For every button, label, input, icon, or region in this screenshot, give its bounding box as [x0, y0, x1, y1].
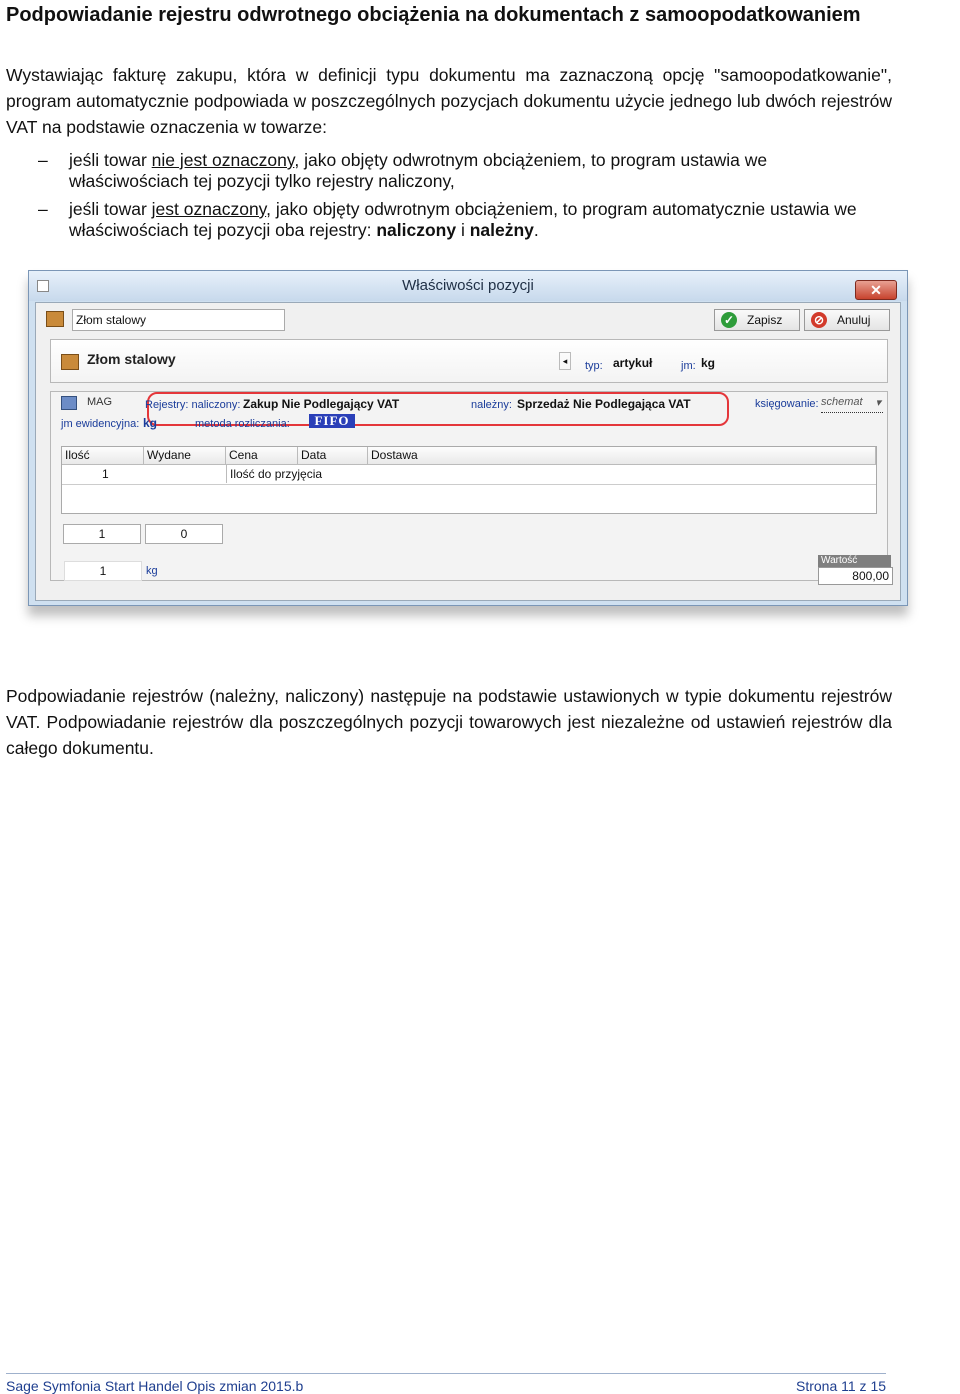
chevron-down-icon: ▾ — [875, 397, 881, 409]
cancel-icon: ⊘ — [811, 312, 827, 328]
scroll-left-icon[interactable]: ◂ — [559, 352, 571, 370]
deliveries-table — [61, 446, 877, 514]
jm-ewidencyjna-label: jm ewidencyjna: — [61, 418, 140, 430]
ksiegowanie-value: schemat — [821, 396, 863, 408]
issued-field[interactable]: 0 — [145, 524, 223, 544]
bold-naliczony: naliczony — [376, 220, 457, 240]
ksiegowanie-select[interactable] — [821, 396, 883, 413]
jm-ewidencyjna-value: kg — [143, 416, 158, 430]
footer-page-number: Strona 11 z 15 — [796, 1378, 887, 1394]
underlined-text: jest oznaczony — [151, 199, 267, 219]
column-header[interactable]: Wydane — [144, 447, 226, 465]
warehouse-icon — [61, 396, 77, 410]
column-header[interactable]: Ilość — [62, 447, 144, 465]
column-header[interactable]: Dostawa — [368, 447, 876, 465]
cancel-label: Anuluj — [837, 313, 871, 327]
metoda-label: metoda rozliczania: — [195, 418, 290, 430]
typ-value: artykuł — [613, 356, 653, 370]
nalezny-label: należny: — [471, 399, 512, 411]
bullet-text: jeśli towar — [69, 150, 152, 170]
register-nalezny-value[interactable]: Sprzedaż Nie Podlegająca VAT — [517, 397, 691, 411]
unit-label: kg — [146, 565, 158, 577]
mag-label: MAG — [87, 396, 113, 408]
bullet-dash: – — [38, 150, 48, 170]
jm-label: jm: — [681, 360, 696, 372]
row-divider — [62, 484, 876, 485]
cancel-button[interactable] — [804, 309, 890, 331]
details-panel — [50, 391, 888, 581]
quantity-field[interactable]: 1 — [64, 561, 142, 581]
footer-doc-title: Sage Symfonia Start Handel Opis zmian 2015.b — [6, 1378, 304, 1394]
table-cell: Ilość do przyjęcia — [226, 465, 322, 483]
properties-window — [28, 270, 908, 606]
column-header[interactable]: Cena — [226, 447, 298, 465]
window-title: Właściwości pozycji — [402, 277, 534, 294]
registers-label: Rejestry: naliczony: — [145, 399, 241, 411]
name-field[interactable]: Złom stalowy — [72, 309, 285, 331]
underlined-text: nie jest oznaczony — [151, 150, 295, 170]
fifo-badge: FIFO — [309, 414, 355, 428]
ksiegowanie-label: księgowanie: — [755, 398, 819, 410]
window-client — [35, 302, 901, 601]
bullet-text: . — [533, 220, 539, 240]
register-naliczony-value[interactable]: Zakup Nie Podlegający VAT — [243, 397, 400, 411]
goods-icon — [46, 311, 64, 327]
close-button[interactable]: ✕ — [855, 280, 897, 300]
column-header[interactable]: Data — [298, 447, 368, 465]
bullet-dash: – — [38, 199, 48, 219]
footer-divider — [6, 1373, 886, 1374]
jm-value: kg — [701, 356, 716, 370]
page-heading: Podpowiadanie rejestru odwrotnego obciążenia na dokumentach z samoopodatkowaniem — [6, 4, 861, 26]
item-header-panel — [50, 339, 888, 383]
intro-paragraph: Wystawiając fakturę zakupu, która w definicji typu dokumentu ma zaznaczoną opcję "samoopodatkowanie", program automatycznie podpowiada w poszczególnych pozycjach dokumentu użycie jednego lub dwóch rejestrów VAT na podstawie oznaczenia w towarze: — [6, 65, 892, 137]
closing-paragraph: Podpowiadanie rejestrów (należny, naliczony) następuje na podstawie ustawionych w typie dokumentu rejestrów VAT. Podpowiadanie rejestrów dla poszczególnych pozycji towarowych jest niezależne od ustawień rejestrów dla całego dokumentu. — [6, 686, 892, 758]
bullet-text: , jako objęty odwrotnym obciążeniem, to program automatycznie ustawia we właściwościach tej pozycji oba rejestry: — [69, 199, 857, 240]
title-bar[interactable] — [29, 271, 907, 301]
bold-nalezny: należny — [469, 220, 534, 240]
bullet-text: jeśli towar — [69, 199, 152, 219]
save-label: Zapisz — [747, 313, 783, 327]
value-field: 800,00 — [818, 567, 893, 585]
table-cell[interactable]: 1 — [102, 467, 109, 481]
bullet-text: , jako objęty odwrotnym obciążeniem, to program ustawia we właściwościach tej pozycji tylko rejestry naliczony, — [69, 150, 768, 191]
check-icon: ✓ — [721, 312, 737, 328]
value-label: Wartość — [818, 555, 891, 567]
save-button[interactable] — [714, 309, 800, 331]
typ-label: typ: — [585, 360, 603, 372]
bullet-text: i — [456, 220, 470, 240]
goods-icon — [61, 354, 79, 370]
qty-field[interactable]: 1 — [63, 524, 141, 544]
item-name: Złom stalowy — [87, 351, 176, 367]
